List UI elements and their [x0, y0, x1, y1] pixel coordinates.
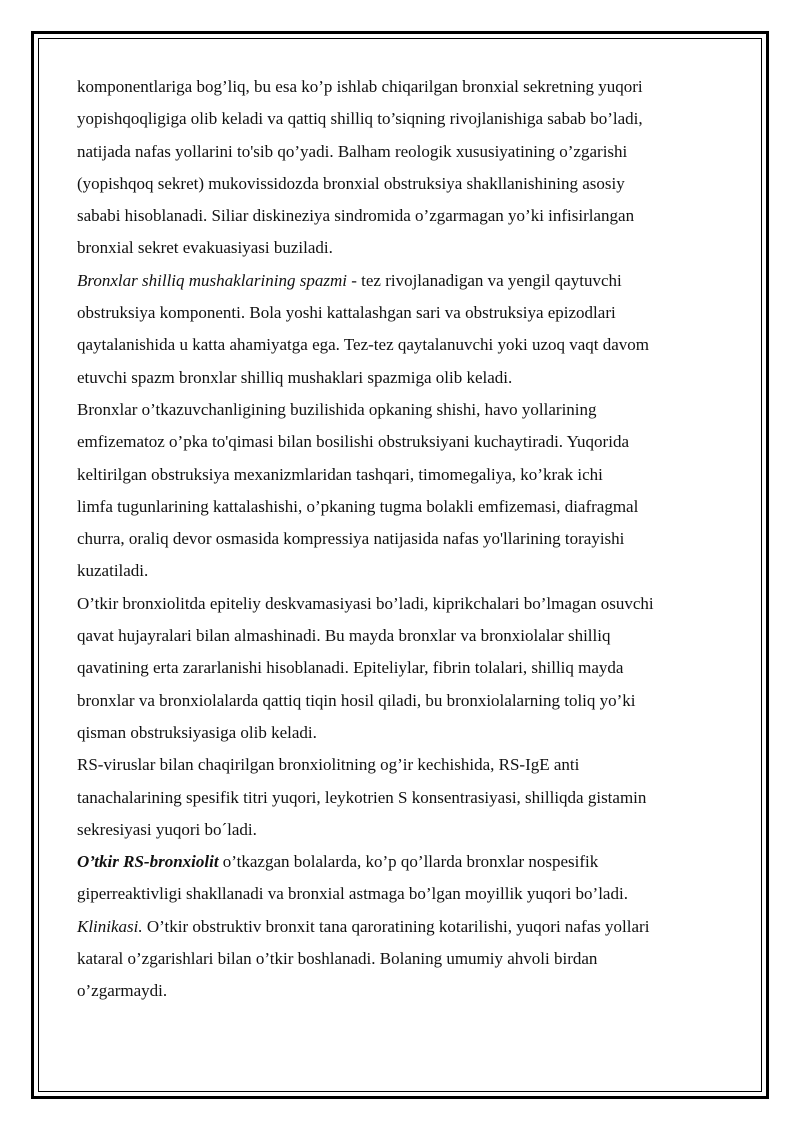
- paragraph-clinical: [77, 911, 727, 1008]
- text-line: keltirilgan obstruksiya mexanizmlaridan tashqari, timomegaliya, ko’krak ichi: [77, 464, 603, 484]
- text-line: - tez rivojlanadigan va yengil qaytuvchi: [346, 270, 622, 290]
- paragraph-bronchiolitis: [77, 588, 727, 749]
- text-line: qavatining erta zararlanishi hisoblanadi. Epiteliylar, fibrin tolalari, shilliq mayda: [77, 658, 624, 678]
- text-line: kataral o’zgarishlari bilan o’tkir boshlanadi. Bolaning umumiy ahvoli birdan: [77, 949, 598, 969]
- text-line: tanachalarining spesifik titri yuqori, leykotrien S konsentrasiyasi, shilliqda gistamin: [77, 787, 647, 807]
- paragraph-mucus-viscosity: [77, 71, 727, 265]
- text-line: bronxlar va bronxiolalarda qattiq tiqin hosil qiladi, bu bronxiolalarning toliq yo’ki: [77, 690, 636, 710]
- text-line: obstruksiya komponenti. Bola yoshi kattalashgan sari va obstruksiya epizodlari: [77, 303, 616, 323]
- text-line: komponentlariga bog’liq, bu esa ko’p ishlab chiqarilgan bronxial sekretning yuqori: [77, 77, 643, 96]
- text-line: qaytalanishida u katta ahamiyatga ega. Tez-tez qaytalanuvchi yoki uzoq vaqt davom: [77, 335, 650, 355]
- paragraph-rs-virus: [77, 749, 727, 846]
- text-line: etuvchi spazm bronxlar shilliq mushaklari spazmiga olib keladi.: [77, 367, 513, 387]
- text-line: O’tkir obstruktiv bronxit tana qaroratining kotarilishi, yuqori nafas yollari: [142, 916, 650, 936]
- text-line: emfizematoz o’pka to'qimasi bilan bosilishi obstruksiyani kuchaytiradi. Yuqorida: [77, 432, 629, 452]
- text-line: sekresiyasi yuqori bo´ladi.: [77, 819, 257, 839]
- text-line: giperreaktivligi shakllanadi va bronxial astmaga bo’lgan moyillik yuqori bo’ladi.: [77, 884, 628, 904]
- paragraph-rs-bronchiolitis: [77, 846, 727, 911]
- text-line: sababi hisoblanadi. Siliar diskineziya sindromida o’zgarmagan yo’ki infisirlangan: [77, 206, 635, 226]
- text-line: qavat hujayralari bilan almashinadi. Bu mayda bronxlar va bronxiolalar shilliq: [77, 626, 611, 646]
- text-line: (yopishqoq sekret) mukovissidozda bronxial obstruksiya shakllanishining asosiy: [77, 173, 625, 193]
- text-line: o’tkazgan bolalarda, ko’p qo’llarda bronxlar nospesifik: [218, 852, 599, 872]
- term-bronchial-spasm: Bronxlar shilliq mushaklarining spazmi: [77, 270, 347, 290]
- term-rs-bronchiolitis: O’tkir RS-bronxiolit: [77, 852, 219, 872]
- text-line: Bronxlar o’tkazuvchanligining buzilishida opkaning shishi, havo yollarining: [77, 399, 597, 419]
- text-line: kuzatiladi.: [77, 561, 149, 581]
- document-body: [77, 71, 727, 1008]
- text-line: O’tkir bronxiolitda epiteliy deskvamasiyasi bo’ladi, kiprikchalari bo’lmagan osuvchi: [77, 593, 654, 613]
- paragraph-bronchial-spasm: [77, 265, 727, 394]
- text-line: churra, oraliq devor osmasida kompressiya natijasida nafas yo'llarining torayishi: [77, 529, 625, 549]
- text-line: bronxial sekret evakuasiyasi buziladi.: [77, 238, 333, 258]
- text-line: RS-viruslar bilan chaqirilgan bronxiolitning og’ir kechishida, RS-IgE anti: [77, 755, 580, 775]
- text-line: o’zgarmaydi.: [77, 981, 168, 1001]
- text-line: natijada nafas yollarini to'sib qo’yadi. Balham reologik xususiyatining o’zgarishi: [77, 141, 628, 161]
- text-line: limfa tugunlarining kattalashishi, o’pkaning tugma bolakli emfizemasi, diafragmal: [77, 496, 639, 516]
- text-line: qisman obstruksiyasiga olib keladi.: [77, 722, 317, 742]
- text-line: yopishqoqligiga olib keladi va qattiq shilliq to’siqning rivojlanishiga sabab bo’ladi,: [77, 109, 643, 129]
- term-clinical: Klinikasi.: [77, 916, 143, 936]
- paragraph-conductivity: [77, 394, 727, 588]
